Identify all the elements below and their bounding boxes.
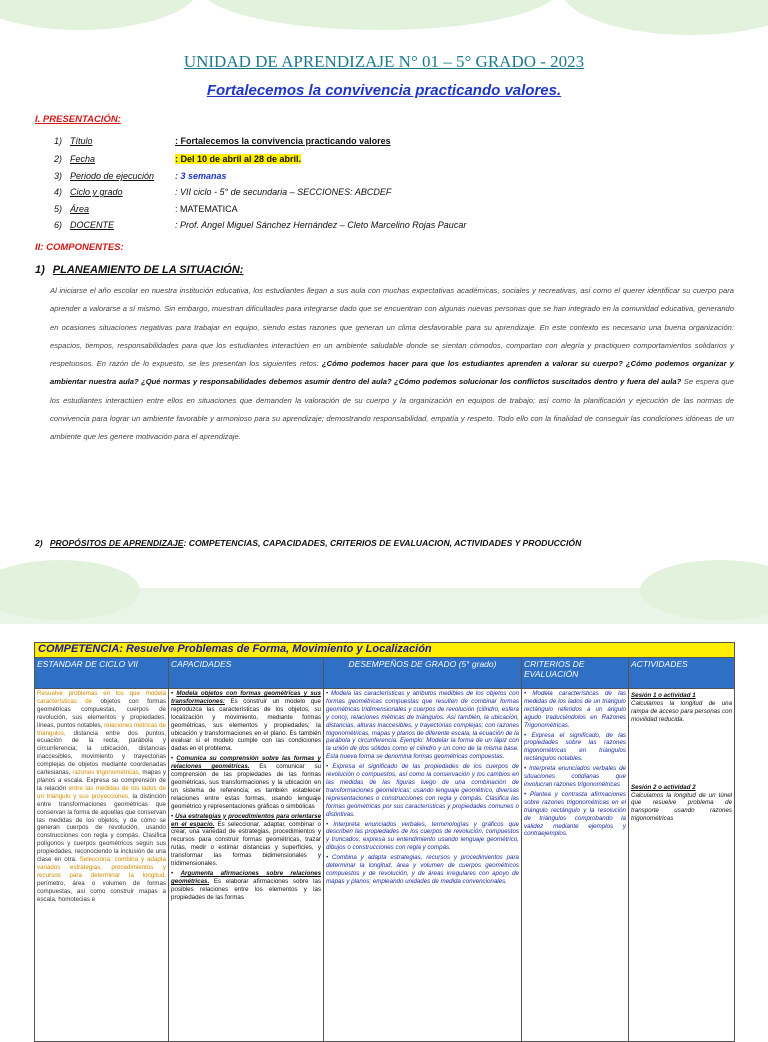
criterio-text: Expresa el significado, de las propiedades sobre las razones trigonométricas en triángulos rectángulos notables. [524, 731, 626, 763]
capacidad-item: • Usa estrategias y procedimientos para orientarse en el espacio. Es seleccionar, adaptar, combinar o crear, una variedad de estrategias, procedimientos y recursos para construir formas geométricas, trazar rutas, medir o estimar distancias y superficies, y transformar las formas bidimensionales y tridimensionales. [171, 812, 322, 868]
criterio-item: • Modela características de las medidas de los lados de un triángulo rectángulo referidos a un ángulo agudo traduciéndolos en Razones Trigonométricas. [524, 690, 626, 729]
paragraph-closing: Se espera que los estudiantes interactúen entre ellos en situaciones que demanden la valoración de su cuerpo y la organización en equipos de trabajo; así como la planificación y ejecución de las normas de convivencia para lograr un ambiente favorable y armonioso para su aprendizaje; demostrando responsabilidad, empatía y respeto. Todo ello con la finalidad de conseguir las condiciones idóneas de un ambiente que les genere motivación para el aprendizaje. [50, 377, 734, 442]
header-desempenos: DESEMPEÑOS DE GRADO (5° grado) [324, 658, 522, 689]
header-actividades: ACTIVIDADES [629, 658, 735, 689]
actividad-1-title: Sesión 1 o actividad 1 [631, 692, 696, 699]
estandar-text-2: objetos con formas geométricas compuestas, cuerpos de revolución, sus elementos y propiedades, líneas, puntos notables, [37, 697, 166, 729]
capacidad-text: Es construir un modelo que reproduzca las características de los objetos, su localización y movimiento, mediante formas geométricas, sus elementos y propiedades; la ubicación y transformaciones en el plano. Es también evaluar si el modelo cumple con las condiciones dadas en el problema. [171, 697, 321, 753]
desempeno-item: • Expresa el significado de las propiedades de los cuerpos de revolución o compuestos, así como la conservación y los cambios en las medidas de las figuras luego de una combinación de transformaciones geométricas; usando lenguaje geométrico, diversas representaciones o construcciones con regla y compás. Clasifica las formas geométricas por sus características y propiedades comunes o distintivas. [326, 763, 519, 818]
criterios-cell [522, 689, 629, 1042]
header-criterios: CRITERIOS DE EVALUACIÓN [522, 658, 629, 689]
item-label: Periodo de ejecución [70, 171, 155, 181]
estandar-text-8: la distinción entre transformaciones geométricas que conservan la forma de aquellas que conservan las medidas de los objetos, y de cómo se generan cuerpos de revolución, usando construcciones con regla y compás. Clasifica polígonos y cuerpos geométricos según sus propiedades, reconociendo la inclusión de una clase en otra. [37, 792, 166, 864]
capacidad-text: Es seleccionar, adaptar, combinar o crear, una variedad de estrategias, procedimientos y recursos para construir formas geométricas, trazar rutas, medir o estimar distancias y superficies, y transformar las formas bidimensionales y tridimensionales. [171, 820, 321, 868]
item-label: Fecha [70, 154, 96, 164]
estandar-text-4: distancia entre dos puntos, ecuación de la recta, parábola y circunferencia; la ubicación, distancias inaccesibles, movimiento y trayectorias complejas de objetos mediante coordenadas cartesianas, [37, 729, 166, 777]
criterio-item: • Plantea y contrasta afirmaciones sobre razones trigonométricas en el triángulo rectángulo y la resolución de triángulos comprobando la validez mediante ejemplos y contraejemplos. [524, 790, 627, 838]
capacidad-title: Usa estrategias y procedimientos para orientarse en el espacio. [171, 812, 322, 828]
criterio-text: Modela características de las medidas de los lados de un triángulo rectángulo referidos a un ángulo agudo traduciéndolos en Razones Trigonométricas. [524, 690, 626, 729]
actividad-2-text: Calculamos la longitud de un túnel que resuelve problema de transporte usando razones trigonométricas [631, 791, 733, 823]
item-number: 6) [54, 220, 63, 230]
estandar-cell [35, 689, 169, 1042]
estandar-text-1: Resuelve problemas en los que modela características de [37, 690, 166, 705]
item-value: : 3 semanas [175, 171, 227, 181]
header-estandar: ESTANDAR DE CICLO VII [35, 658, 169, 689]
item-label: Área [70, 204, 90, 214]
estandar-text-9: Selecciona, combina y adapta variados estrategias, procedimientos y recursos para determinar la longitud, [37, 856, 166, 879]
desempeno-item: • Combina y adapta estrategias, recursos y procedimientos para determinar la longitud, área y volumen de cuerpos geométricos compuestos y de revolución, y de áreas irregulares con apoyo de mapas y planos; empleando unidades de medida convencionales. [326, 854, 519, 885]
item-label: Ciclo y grado [70, 187, 123, 197]
paragraph-retos: ¿Cómo podemos hacer para que los estudiantes aprenden a valorar su cuerpo? ¿Cómo podemos organizar y ambientar nuestra aula? ¿Qué normas y responsabilidades debemos asumir dentro del aula? ¿Cómo podemos solucionar los conflictos suscitados dentro y fuera del aula? [50, 359, 734, 387]
top-wave-right [560, 0, 768, 35]
paragraph-intro: Al iniciarse el año escolar en nuestra institución educativa, los estudiantes llegan a sus aula con muchas expectativas académicas, sociales y recreativas, así como el querer identificar su cuerpo para aprender a valorarse a sí mismo. Sin embargo, muestran dificultades para integrarse dado que se encuentran con algunas nuevas personas que se han integrado en la comunidad educativa, generando en ocasiones situaciones negativas para trabajar en equipo, siendo estas razones que generan un clima desfavorable para su aprendizaje. En este contexto es necesario una buena organización: espacios, tiempos, responsabilidades para que los estudiantes interactúen en un ambiente saludable donde se sientan cómodos, compartan con alegría y practiquen comportamientos solidarios y respetuosos. En razón de lo expuesto, se les presentan los siguientes retos: [50, 286, 734, 369]
item-value: : MATEMATICA [175, 204, 238, 214]
desempeno-item: • Interpreta enunciados verbales, terminologías y gráficos que describen las propiedades de los cuerpos de revolución, compuestos y truncados; expresa su entendimiento usando lenguaje geométrico, dibujos o construcciones con regla y compás. [326, 820, 519, 852]
competencia-table [34, 642, 735, 1042]
desempenos-cell [324, 689, 522, 1042]
criterio-text: Interpreta enunciados verbales de situaciones cotidianas que involucran razones trigonométricas [524, 765, 627, 788]
criterio-item: • Interpreta enunciados verbales de situaciones cotidianas que involucran razones trigonométricas [524, 765, 627, 788]
item-number: 5) [54, 204, 63, 214]
capacidad-title: Comunica su comprensión sobre las formas y relaciones geométricas. [171, 755, 321, 771]
capacidad-item: • Modela objetos con formas geométricas y sus transformaciones: Es construir un modelo que reproduzca las características de los objetos, su localización y movimiento, mediante formas geométricas, sus elementos y propiedades; la ubicación y transformaciones en el plano. Es también evaluar si el modelo cumple con las condiciones dadas en el problema. [171, 690, 321, 753]
desempeno-text: Combina y adapta estrategias, recursos y procedimientos para determinar la longitud, área y volumen de cuerpos geométricos compuestos y de revolución, y de áreas irregulares con apoyo de mapas y planos; empleando unidades de medida convencionales. [326, 854, 519, 885]
planeamiento-number: 1) [35, 264, 45, 276]
item-label: Título [70, 136, 93, 146]
criterio-text: Plantea y contrasta afirmaciones sobre razones trigonométricas en el triángulo rectángulo y la resolución de triángulos comprobando la validez mediante ejemplos y contraejemplos. [524, 790, 627, 838]
actividad-1-text: Calculamos la longitud de una rampa de acceso para personas con movilidad reducida. [631, 699, 733, 723]
item-value: : Del 10 de abril al 28 de abril. [175, 154, 302, 164]
propositos-title: PROPÓSITOS DE APRENDIZAJE [49, 538, 184, 548]
desempeno-text: Modela las características y atributos medibles de los objetos con formas geométricas compuestas que resulten de combinar formas geométricas tridimensionales y cuerpos de revolución (cilindro, esfera y cono), relaciones métricas de triángulos. Así también, la ubicación, distancias, alturas inaccesibles, y trayectorias complejas; con razones trigonométricas, mapas y planos de diferente escala, la ecuación de la parábola y circunferencia. Ejemplo: Modelar la forma de un lápiz con la unión de dos sólidos como el cilindro y un cono de la misma base. Esta nueva forma se denomina formas geométricas compuestas. [326, 690, 519, 761]
section-presentacion-heading: I. PRESENTACIÓN: [35, 114, 121, 125]
planeamiento-paragraph [50, 282, 734, 447]
item-number: 4) [54, 187, 63, 197]
item-number: 1) [54, 136, 63, 146]
estandar-text-5: razones trigonométricas, [72, 769, 141, 777]
item-value: : Prof. Angel Miguel Sánchez Hernández – Cleto Marcelino Rojas Paucar [175, 220, 467, 230]
document-title: UNIDAD DE APRENDIZAJE N° 01 – 5° GRADO - 2023 [183, 52, 585, 71]
desempeno-text: Interpreta enunciados verbales, terminologías y gráficos que describen las propiedades de los cuerpos de revolución, compuestos y truncados; expresa su entendimiento usando lenguaje geométrico, dibujos o construcciones con regla y compás. [326, 820, 519, 852]
estandar-text-6: mapas y planos a escala. Expresa su comprensión de la relación [37, 769, 166, 792]
estandar-text-10: perímetro, área o volumen de formas compuestas, así como construir mapas a escala, homotecias e [37, 879, 166, 903]
actividad-2-title: Sesión 2 o actividad 2 [631, 783, 696, 791]
capacidad-item: • Argumenta afirmaciones sobre relaciones geométricas. Es elaborar afirmaciones sobre las posibles relaciones entre los elementos y las propiedades de las formas [171, 869, 322, 901]
propositos-number: 2) [35, 538, 43, 548]
item-value: : VII ciclo - 5° de secundaria – SECCIONES: ABCDEF [175, 187, 392, 197]
criterio-item: • Expresa el significado, de las propiedades sobre las razones trigonométricas en triángulos rectángulos notables. [524, 731, 626, 763]
estandar-text-7: entre las medidas de los lados de un triángulo y sus proyecciones, [37, 784, 166, 800]
estandar-text-3: relaciones métricas de triángulos, [37, 721, 167, 737]
actividades-cell [629, 689, 735, 1042]
section-componentes-heading: II: COMPONENTES: [35, 242, 124, 253]
document-subtitle: Fortalecemos la convivencia practicando valores. [206, 82, 562, 99]
top-wave-center [200, 0, 560, 30]
capacidad-title: Argumenta afirmaciones sobre relaciones geométricas. [171, 869, 322, 885]
top-wave-left [0, 0, 200, 30]
propositos-rest: : COMPETENCIAS, CAPACIDADES, CRITERIOS DE EVALUACION, ACTIVIDADES Y PRODUCCIÓN [183, 538, 582, 548]
item-value: : Fortalecemos la convivencia practicando valores [175, 136, 391, 146]
item-label: DOCENTE [70, 220, 115, 230]
item-number: 2) [54, 154, 63, 164]
capacidades-cell [169, 689, 324, 1042]
desempeno-text: Expresa el significado de las propiedades de los cuerpos de revolución o compuestos, así como la conservación y los cambios en las medidas de las figuras luego de una combinación de transformaciones geométricas; usando lenguaje geométrico, diversas representaciones o construcciones con regla y compás. Clasifica las formas geométricas por sus características y propiedades comunes o distintivas. [326, 763, 519, 818]
capacidad-item: • Comunica su comprensión sobre las formas y relaciones geométricas. Es comunicar su comprensión de las propiedades de las formas geométricas, sus transformaciones y la ubicación en un sistema de referencia; es también establecer relaciones entre estas formas, usando lenguaje geométrico y representaciones gráficas o simbólicas [171, 755, 321, 810]
competencia-title: COMPETENCIA: Resuelve Problemas de Forma, Movimiento y Localización [35, 643, 735, 658]
desempeno-item: • Modela las características y atributos medibles de los objetos con formas geométricas compuestas que resulten de combinar formas geométricas tridimensionales y cuerpos de revolución (cilindro, esfera y cono), relaciones métricas de triángulos. Así también, la ubicación, distancias, alturas inaccesibles, y trayectorias complejas; con razones trigonométricas, mapas y planos de diferente escala, la ecuación de la parábola y circunferencia. Ejemplo: Modelar la forma de un lápiz con la unión de dos sólidos como el cilindro y un cono de la misma base. Esta nueva forma se denomina formas geométricas compuestas. [326, 690, 519, 761]
header-capacidades: CAPACIDADES [169, 658, 324, 689]
capacidad-text: Es comunicar su comprensión de las propiedades de las formas geométricas, sus transformaciones y la ubicación en un sistema de referencia; es también establecer relaciones entre estas formas, usando lenguaje geométrico y representaciones gráficas o simbólicas [171, 763, 321, 810]
planeamiento-heading [35, 264, 243, 276]
planeamiento-title: PLANEAMIENTO DE LA SITUACIÓN: [52, 264, 244, 276]
capacidad-text: Es elaborar afirmaciones sobre las posibles relaciones entre los elementos y las propiedades de las formas [171, 877, 321, 901]
propositos-heading [35, 538, 581, 548]
capacidad-title: Modela objetos con formas geométricas y sus transformaciones: [171, 690, 321, 705]
item-number: 3) [54, 171, 63, 181]
